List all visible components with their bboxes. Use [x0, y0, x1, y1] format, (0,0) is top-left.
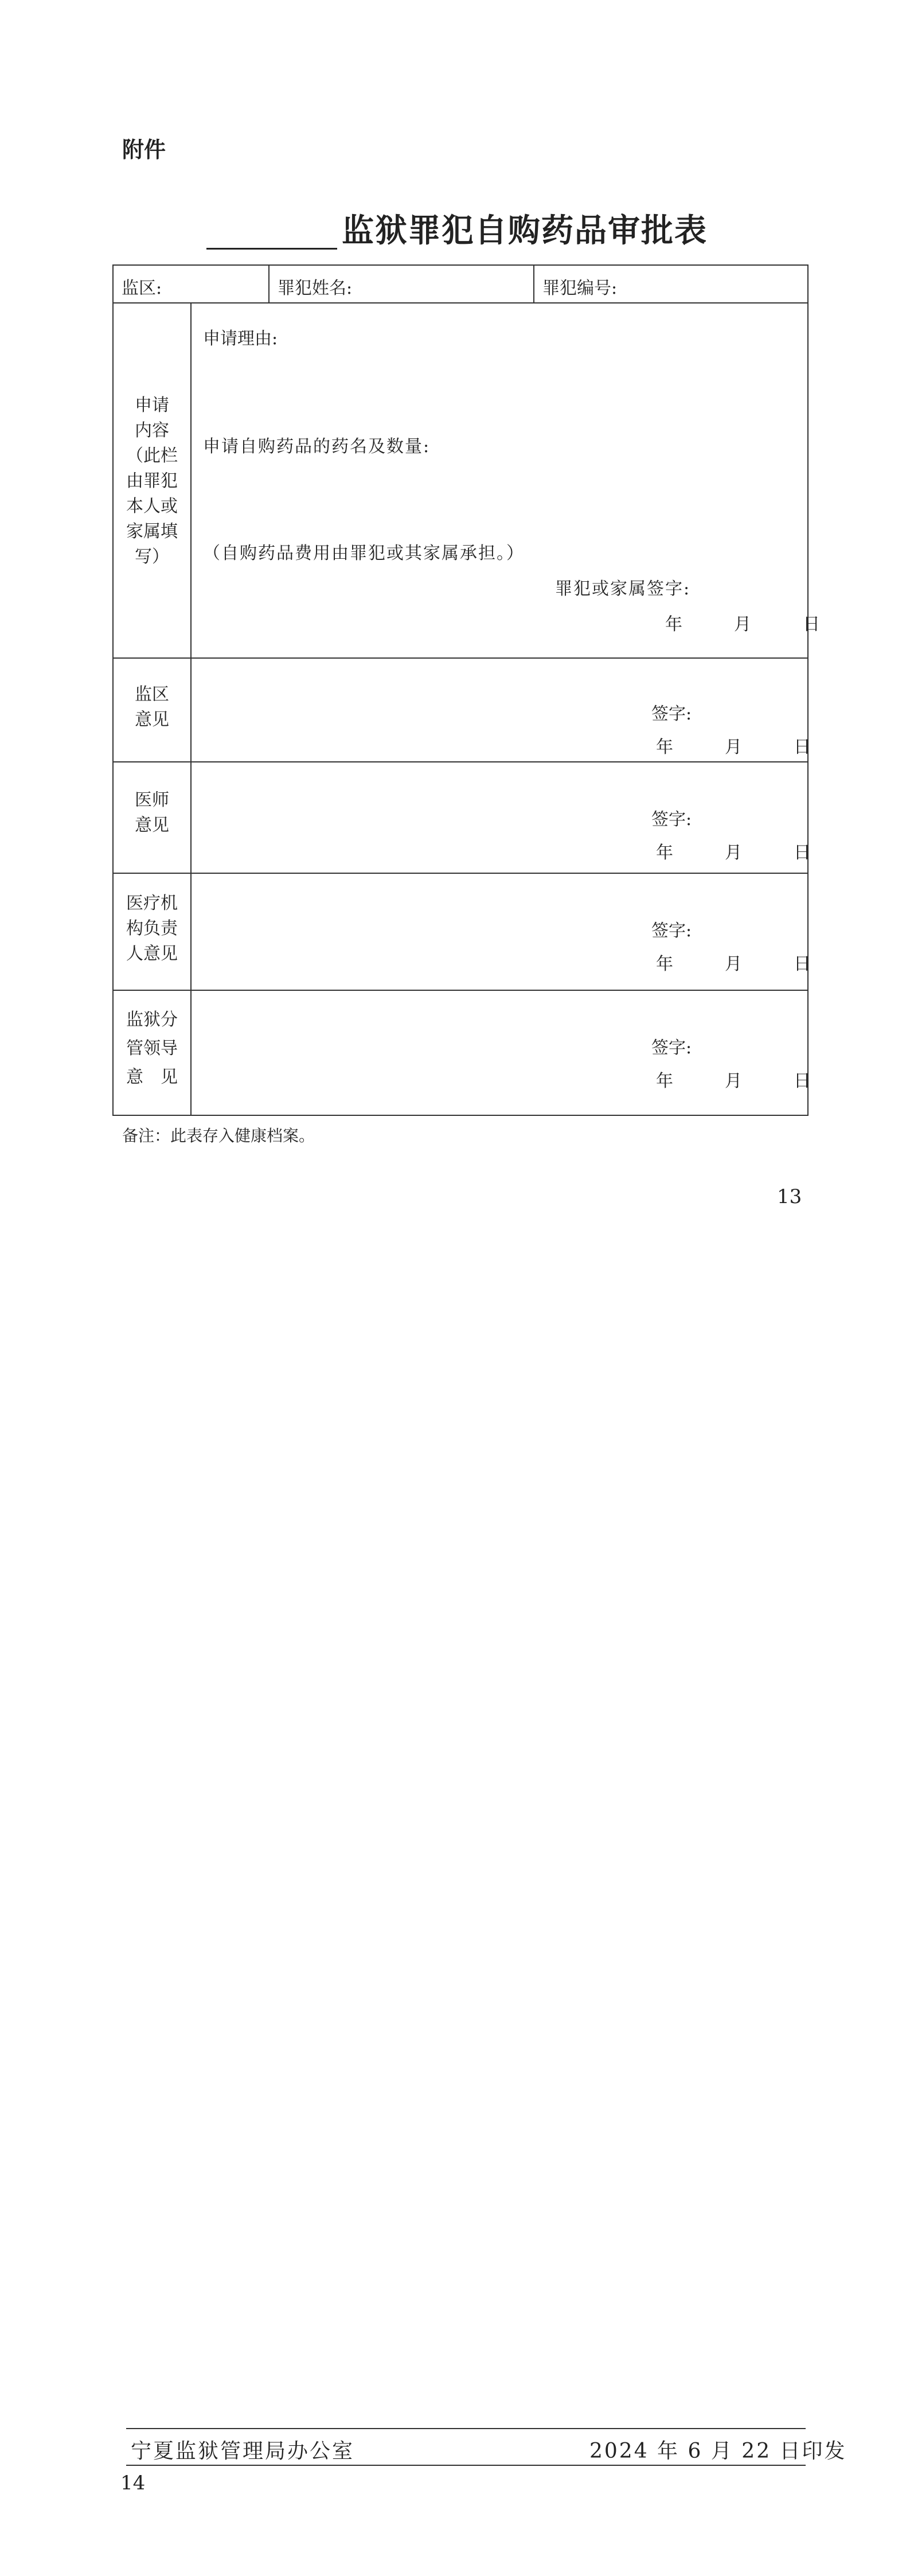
prison-leader-signature-label: 签字:	[651, 1038, 692, 1058]
footer-top-rule	[126, 2428, 806, 2429]
prison-leader-opinion-label: 监狱分 管领导 意 见	[126, 1010, 178, 1087]
medical-head-date: 年 月 日	[656, 954, 811, 974]
row-divider	[114, 873, 807, 874]
apply-date: 年 月 日	[665, 614, 820, 635]
district-field-label: 监区:	[122, 278, 162, 298]
district-signature-label: 签字:	[651, 704, 692, 724]
doctor-opinion-label: 医师 意见	[135, 790, 169, 835]
footer-page-number: 14	[120, 2472, 146, 2495]
number-field-label: 罪犯编号:	[542, 278, 618, 298]
prison-leader-date: 年 月 日	[656, 1071, 811, 1091]
form-note: 备注：此表存入健康档案。	[122, 1126, 315, 1145]
apply-reason-label: 申请理由:	[203, 329, 278, 349]
doctor-signature-label: 签字:	[651, 810, 692, 830]
col-divider	[533, 266, 534, 302]
col-divider	[268, 266, 270, 302]
name-field-label: 罪犯姓名:	[278, 278, 353, 298]
apply-section-label: 申请 内容 （此栏 由罪犯 本人或 家属填 写）	[126, 395, 178, 567]
row-divider	[114, 990, 807, 991]
district-date: 年 月 日	[656, 737, 811, 757]
attachment-label: 附件	[122, 137, 166, 162]
row-divider	[114, 761, 807, 762]
apply-signature-label: 罪犯或家属签字:	[555, 579, 691, 599]
medical-head-opinion-label: 医疗机 构负责 人意见	[126, 893, 178, 964]
page-number: 13	[777, 1185, 802, 1208]
apply-drugs-label: 申请自购药品的药名及数量:	[203, 437, 431, 457]
label-col-divider	[190, 302, 192, 1116]
row-divider	[114, 657, 807, 659]
approval-form-table	[112, 264, 820, 1116]
footer-issue-date: 2024 年 6 月 22 日印发	[589, 2439, 847, 2463]
doctor-date: 年 月 日	[656, 843, 811, 863]
form-title: 监狱罪犯自购药品审批表	[342, 212, 708, 250]
title-blank-line	[206, 248, 337, 250]
footer-bottom-rule	[126, 2465, 806, 2466]
apply-cost-note: （自购药品费用由罪犯或其家属承担。）	[203, 543, 525, 563]
row-divider	[114, 302, 807, 303]
footer-issuer: 宁夏监狱管理局办公室	[131, 2439, 355, 2463]
medical-head-signature-label: 签字:	[651, 921, 692, 941]
district-opinion-label: 监区 意见	[135, 684, 169, 730]
